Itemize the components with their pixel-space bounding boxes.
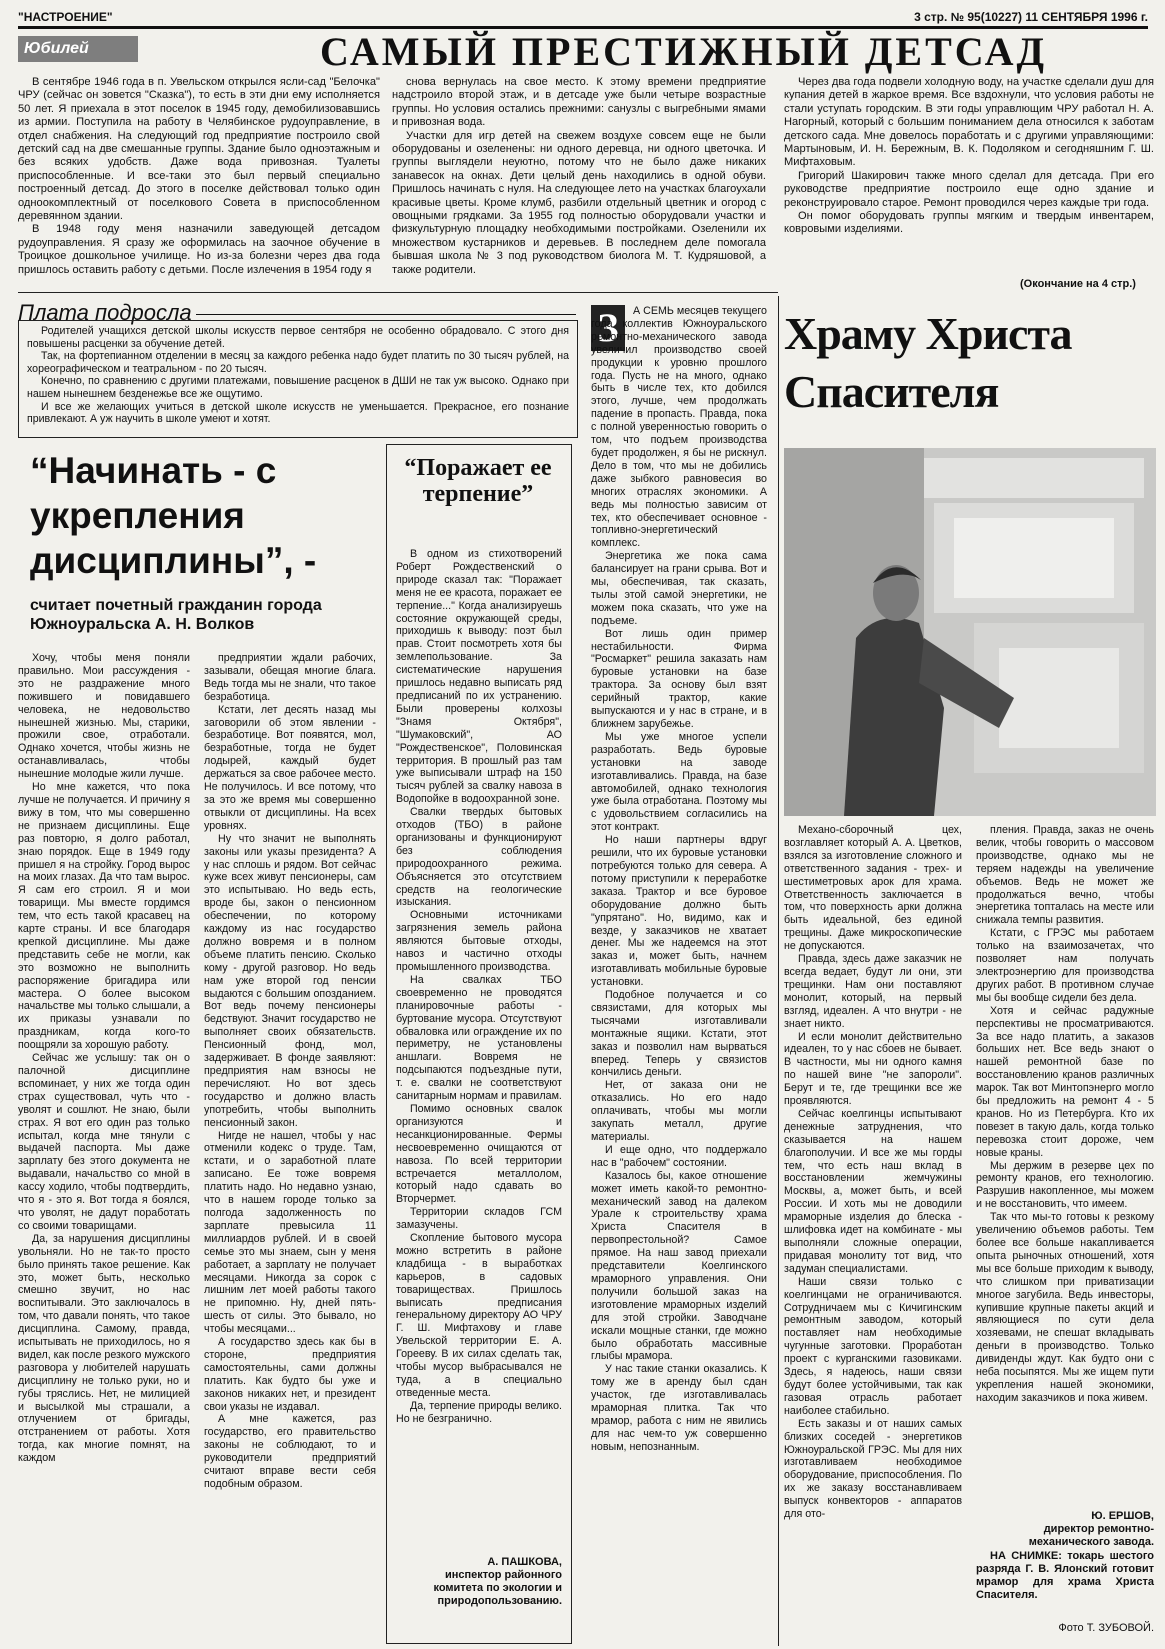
paragraph: Хотя и сейчас радужные перспективы не просматриваются. За все надо платить, а заказов больших нет. Все ведь знают о нашей ремонтной базе по восстановлению кранов различных марок. Так вот Минтопэнерго могло бы предложить на ремонт 4 - 5 кранов. Но из Петербурга. Кто их повезет в такую даль, когда только перевозка стоит дороже, чем новые краны. [976, 1004, 1154, 1159]
paragraph: А СЕМЬ месяцев текущего года коллектив Южноуральского ремонтно-механического завода увеличил производство своей продукции к уровню прошлого года. Пусть не на много, однако быть в числе тех, кто добился этого, лучше, чем продолжать падение в пропасть. Правда, пока с полной уверенностью говорить о том, что подъем производства будет продолжен, я бы не рискнул. Дело в том, что мы не добились даже зыбкого равновесия во многих отраслях экономики. А ведь мы полностью зависим от тех, кто обеспечивает основное - топливно-энергетический комплекс. [591, 305, 767, 550]
paragraph: Но мне кажется, что пока лучше не получается. И причину я вижу в том, что мы совершенно не признаем дисциплины. Еще раз повторю, я долго работал, знаю порядок. Еще в 1949 году пришел я на стройку. Город вырос на моих глазах. Да что там вырос. Я сам его строил. Я и мои товарищи. Мы вместе гордимся тем, что есть такой красавец на карте страны. И все благодаря крепкой дисциплине. Мы даже представить себе не могли, как это возможно не выполнить распоряжение бригадира или мастера. О более высоком начальстве мы только слышали, а их приказы узнавали по праздникам, когда кого-то поощряли за хорошую работу. [18, 781, 190, 1052]
paragraph: Механо-сборочный цех, возглавляет который А. А. Цветков, взялся за изготовление сложного и ответственного задания - трех- и шестиметровых арок для храма. Ответственность заключается в том, что поверхность арки должна быть идеальной, без единой трещины. Даже микроскопические не допускаются. [784, 824, 962, 953]
plata-box [18, 320, 578, 438]
continued-note: (Окончание на 4 стр.) [1020, 278, 1136, 290]
paragraph: Конечно, по сравнению с другими платежами, повышение расценок в ДШИ не так уж высоко. Однако при нашем нынешнем безденежье все же ощутимо. [27, 375, 569, 400]
paragraph: Участки для игр детей на свежем воздухе совсем еще не были оборудованы и озеленены: ни одного деревца, ни одного цветочка. И группы выглядели неуютно, потому что не было даже никаких занавесок на окнах. Дети целый день находились в одной обуви. Пришлось начинать с нуля. На следующее лето на участках благоухали красивые цветы. Кроме клумб, разбили отдельный цветник и огород с овощными грядками. За 1955 год полностью оборудовали участки и физкультурную площадку необходимыми постройками. Озеленили их множеством кустарников и деревьев. В последнем деле помогала бывшая школа № 3 под руководством биолога М. Т. Кудряшовой, а также родители. [392, 129, 766, 276]
paragraph: Сейчас же услышу: так он о палочной дисциплине вспоминает, у них же тогда один страх существовал, чуть что - уволят и сошлют. Не знаю, были страх. Я вот его один раз только испытал, когда мне тянули с выдачей паспорта. Мы даже зарплату без этого документа не выдавали, начальство со мной в кассу ходило, чтобы подтвердить, что я - это я. Вот тогда я боялся, что уволят, не дадут поработать со своими товарищами. [18, 1052, 190, 1232]
paragraph: Он помог оборудовать группы мягким и твердым инвентарем, ковровыми изделиями. [784, 210, 1154, 236]
khram-signature: Ю. ЕРШОВ, директор ремонтно-механического завода. [1028, 1510, 1154, 1548]
paragraph: предприятии ждали рабочих, зазывали, обещая многие блага. Ведь тогда мы не знали, что такое безработица. [204, 652, 376, 703]
paragraph: Кстати, с ГРЭС мы работаем только на взаимозачетах, что позволяет нам получать электроэнергию для производства других работ. В противном случае мы бы вообще сидели без дела. [976, 927, 1154, 1004]
paragraph: Да, терпение природы велико. Но не безгранично. [396, 1399, 562, 1425]
photo-caption: НА СНИМКЕ: токарь шестого разряда Г. В. Ялонский готовит мрамор для храма Христа Спасителя. [976, 1550, 1154, 1601]
rubric-label: Юбилей [18, 36, 138, 62]
porazhaet-column [396, 548, 562, 1548]
detsad-text-1 [18, 76, 380, 277]
detsad-text-2 [392, 76, 766, 277]
article-title-detsad: САМЫЙ ПРЕСТИЖНЫЙ ДЕТСАД [320, 29, 1048, 74]
paragraph: Основными источниками загрязнения земель района являются бытовые отходы, навоз и частично отходы промышленного производства. [396, 909, 562, 973]
khram-text-2 [976, 824, 1154, 1405]
paragraph: В сентябре 1946 года в п. Увельском открылся ясли-сад "Белочка" ЧРУ (сейчас он зовется "Сказка"), то есть в эти дни ему исполняется 50 лет. Я приехала в этот поселок в 1945 году, демобилизовавшись из армии. Поступила на работу в Челябинское рудоуправление, в отдел снабжения. На следующий год предприятие построило свой детский сад на две смешанные группы. Здание было одноэтажным и без всяких удобств. Даже вода привозная. Туалеты приспособленные. И все-таки это был первый специально построенный детсад. До этого в поселке действовал только один одноокомплектный от поселкового Совета в приспособленном деревянном здании. [18, 76, 380, 223]
zavod-text [591, 305, 767, 1454]
paragraph: Так, на фортепианном отделении в месяц за каждого ребенка надо будет платить по 30 тысяч рублей, на хореографическом и театральном - по 20 тысяч. [27, 350, 569, 375]
porazhaet-signature: А. ПАШКОВА, инспектор районного комитета по экологии и природопользованию. [433, 1556, 562, 1607]
paragraph: В одном из стихотворений Роберт Рождественский о природе сказал так: "Поражает меня не ее красота, поражает ее терпение..." Когда анализируешь состояние окружающей среды, приходишь к выводу: поэт был прав. Стоит посмотреть хотя бы землепользование. За систематические нарушения пришлось недавно выписать ряд предписаний по их устранению. Были проверены колхозы "Знамя Октября", "Шумаковский", АО "Рождественское", Половинская территория. В прошлый раз там уже выписывали штраф на 150 тысяч рублей за свалку навоза в Водопойке в водоохранной зоне. [396, 548, 562, 806]
volkov-column-1 [18, 652, 190, 1644]
paragraph: Хочу, чтобы меня поняли правильно. Мои рассуждения - это не раздражение много пожившего и повидавшего человека, не недовольство нынешней жизнью. Мы, старики, прожили свое, отработали. Однако хочется, чтобы жизнь не останавливалась, чтобы нынешние молодые жили лучше. [18, 652, 190, 781]
paragraph: Мы держим в резерве цех по ремонту кранов, его технологию. Разрушив накопленное, мы можем и не восстановить, что имеем. [976, 1159, 1154, 1211]
paragraph: Свалки твердых бытовых отходов (ТБО) в районе организованы и функционируют без соблюдения природоохранного режима. Объясняется это отсутствием средств на геологические изыскания. [396, 806, 562, 909]
paragraph: Территории складов ГСМ замазучены. [396, 1206, 562, 1232]
paragraph: Мы уже многое успели разработать. Ведь буровые установки на заводе изготавливались. Правда, на базе автомобилей, однако технология уже была отработана. Поэтому мы с удовольствием согласились на этот контракт. [591, 730, 767, 834]
paragraph: Помимо основных свалок организуются и несанкционированные. Фермы несвоевременно очищаются от навоза. По всей территории встречается металлолом, который надо сдавать во Вторчермет. [396, 1102, 562, 1206]
paragraph: Скопление бытового мусора можно встретить в районе кладбища - в выработках карьеров, в садовых товариществах. Пришлось выписать предписания генеральному директору АО ЧРУ Г. Ш. Мифтахову и главе Увельской территории Е. А. Горееву. В их силах сделать так, чтобы мусор выбрасывался не туда, а в специально отведенные места. [396, 1232, 562, 1399]
paragraph: Вот лишь один пример нестабильности. Фирма "Росмаркет" решила заказать нам буровые установки на базе трактора. За основу был взят серийный трактор, какие выпускаются и у нас в стране, и в ближнем зарубежье. [591, 627, 767, 730]
detsad-column-1 [18, 76, 380, 288]
worker-photo-image [784, 448, 1156, 816]
paragraph: Сейчас коелгинцы испытывают денежные затруднения, что сказывается на нашем благополучии. И все же мы горды тем, что есть наш вклад в восстановлении жемчужины Москвы, а, может быть, и всей России. И хоть мы не доводили мраморные изделия до блеска - шлифовка идет на комбинате - мы выполняли сложные операции, придавая монолиту тот вид, что задуман специалистами. [784, 1107, 962, 1275]
paragraph: Подобное получается и со связистами, для которых мы тысячами изготавливали монтажные ящики. Кстати, этот заказ и позволил нам вырваться вперед. Теперь у связистов кончились деньги. [591, 989, 767, 1079]
khram-text-1 [784, 824, 962, 1521]
divider-line [778, 296, 779, 1646]
volkov-text-2 [204, 652, 376, 1491]
paragraph: Казалось бы, какое отношение может иметь какой-то ремонтно-механический завод на далеком Урале к строительству храма Христа Спасителя в первопрестольной? Самое прямое. На наш завод приехали представители Коелгинского мраморного управления. Они получили большой заказ на изготовление мраморных изделий для этой стройки. Заводчане искали мощные станки, где можно было обработать массивные глыбы мрамора. [591, 1169, 767, 1363]
detsad-column-3 [784, 76, 1154, 262]
paragraph: А мне кажется, раз государство, его правительство законы не соблюдают, то и руководители предприятий считают вправе вести себя подобным образом. [204, 1413, 376, 1490]
paragraph: пления. Правда, заказ не очень велик, чтобы говорить о массовом производстве, однако мы не теряем надежды на увеличение объемов. Ведь не может же продолжаться вечно, чтобы энергетика топталась на месте или снижала темпы развития. [976, 824, 1154, 927]
paragraph: Есть заказы и от наших самых близких соседей - энергетиков Южноуральской ГРЭС. Мы для них изготавливаем необходимое оборудование, приспособления. По их же заказу восстанавливаем выпуск конвекторов - аппаратов для ото- [784, 1417, 962, 1521]
paragraph: снова вернулась на свое место. К этому времени предприятие надстроило второй этаж, и в детсаде уже были четыре возрастные группы. Но условия остались прежними: санузлы с выгребными ямами и привозная вода. [392, 76, 766, 129]
volkov-text-1 [18, 652, 190, 1465]
divider-line [18, 292, 778, 293]
paragraph: У нас такие станки оказались. К тому же в аренду был сдан участок, где изготавливалась мраморная плитка. Так что мрамор, работа с ним не явились для нас чем-то уж совершенно новым, непознанным. [591, 1363, 767, 1453]
plata-title: Плата подросла [18, 300, 578, 326]
khram-column-2 [976, 824, 1154, 1504]
paragraph: Энергетика же пока сама балансирует на грани срыва. Вот и мы, обеспечивая, так сказать, тылы этой самой энергетики, не можем пока сказать, что уже на подъеме. [591, 550, 767, 627]
newspaper-name: "НАСТРОЕНИЕ" [18, 10, 113, 24]
paragraph: В 1948 году меня назначили заведующей детсадом рудоуправления. Я сразу же оформилась на заочное обучение в Троицкое дошкольное училище. Но из-за болезни через два года пришлось оставить работу с детьми. После излечения в 1954 году я [18, 223, 380, 276]
page-header [18, 10, 1148, 29]
paragraph: И если монолит действительно идеален, то у нас сбоев не бывает. В частности, мы ни одного камня по нашей вине "не запороли". Берут и те, где трещинки все же проявляются. [784, 1030, 962, 1108]
paragraph: Так что мы-то готовы к резкому увеличению объемов работы. Тем более все больше накапливается опыта рыночных отношений, хотя мы все больше приходим к выводу, что слишком при приватизации многое загубила. Ведь инвесторы, купившие крупные пакеты акций и являющиеся по сути дела хозяевами, не спешат вкладывать деньги в производство. Только дивиденды ждут. Как будто они с неба посыпятся. Мы же ищем пути укрепления нашей экономики, находим заказчиков и пока живем. [976, 1211, 1154, 1404]
volkov-subtitle: считает почетный гражданин города Южноуральска А. Н. Волков [30, 597, 322, 633]
paragraph: Через два года подвели холодную воду, на участке сделали душ для купания детей в жаркое время. Все вздохнули, что условия работы не стали уступать городским. В эти годы управлющим ЧРУ работал Н. А. Нагорный, который с большим пониманием дела относился к заботам детского сада. Мне довелось поработать и с другими управляющими: Мартыновым, И. Н. Бережным, В. К. Подоляком и сегодняшним Г. Ш. Мифтаховым. [784, 76, 1154, 169]
paragraph: И еще одно, что поддержало нас в "рабочем" состоянии. [591, 1143, 767, 1169]
detsad-text-3 [784, 76, 1154, 237]
porazhaet-text [396, 548, 562, 1426]
paragraph: Кстати, лет десять назад мы заговорили об этом явлении - безработице. Вот появятся, мол, безработные, тогда не будет лодырей, каждый будет держаться за свое рабочее место. Не получилось. И все потому, что за это же время мы совершенно отвыкли от дисциплины. На всех уровнях. [204, 703, 376, 832]
dropcap-letter: З [591, 305, 625, 351]
plata-text [27, 325, 569, 426]
detsad-column-2 [392, 76, 766, 288]
volkov-title: “Начинать - с укрепления дисциплины”, - [30, 450, 317, 581]
worker-photo [784, 448, 1156, 816]
paragraph: Ну что значит не выполнять законы или указы президента? А у нас сплошь и рядом. Вот сейчас куже всех живут пенсионеры, сам это испытываю. Но ведь есть, вроде бы, закон о пенсионном обеспечении, по которому каждому из нас государство должно вовремя и в полном объеме платить пенсию. Сколько кому - другой разговор. Но ведь нам уже второй год пенсии выдаются с большим опозданием. Вот ведь почему пенсионеры бедствуют. Значит государство не выполняет своих обязательств. Пенсионный фонд, мол, задерживает. В фонде заявляют: предприятия нам взносы не перечисляют. Но вот здесь государство и должно власть употребить, чтобы выполнить пенсионный закон. [204, 832, 376, 1129]
zavod-column [591, 305, 767, 1644]
paragraph: Да, за нарушения дисциплины увольняли. Но не так-то просто было принять такое решение. Как это, может быть, несколько смешно звучит, но нас воспитывали. Это заключалось в том, что давали понять, что такое дисциплина. Самому, правда, испытывать не приходилось, но я видел, как после резкого мужского разговора у любителей нарушать дисциплину не только руки, но и губы тряслись. Нет, не милицией и высылкой мы страшали, а отлучением от бригады, отстранением от работы. Хотя тогда, как многие помнят, на каждом [18, 1232, 190, 1465]
paragraph: И все же желающих учиться в детской школе искусств не уменьшается. Прекрасное, его познание привлекают. А уж научить в школе умеют и хотят. [27, 400, 569, 426]
volkov-column-2 [204, 652, 376, 1644]
paragraph: А государство здесь как бы в стороне, предприятия самостоятельны, сами должны платить. Как будто бы уже и законов никаких нет, и президент свои указы не издавал. [204, 1336, 376, 1413]
khram-column-1 [784, 824, 962, 1644]
paragraph: На свалках ТБО своевременно не проводятся планировочные работы - буртование мусора. Отсутствуют обваловка или ограждение их по периметру, не установлены аншлаги. Вовремя не подсыпаются подъездные пути, т. е. свалки не соответствуют санитарным нормам и правилам. [396, 973, 562, 1103]
paragraph: Но наши партнеры вдруг решили, что их буровые установки потребуются только для севера. А потому приступили к переработке заказа. Трактор и все буровое оборудование должно быть "упрятано". Но, видимо, как и везде, у заказчиков не хватает денег. Мы же надеемся на этот заказ и, может быть, начнем изготавливать мобильные буровые установки. [591, 834, 767, 989]
paragraph: Наши связи только с коелгинцами не ограничиваются. Сотрудничаем мы с Кичигинским ремонтным заводом, который поставляет нам необходимые чугунные заготовки. Проработан проект с курганскими газовиками. Здесь, я надеюсь, наши связи будут более устойчивыми, так как газовая отрасль работает наиболее стабильно. [784, 1275, 962, 1417]
paragraph: Родителей учащихся детской школы искусств первое сентября не особенно обрадовало. С этого дня повышены расценки за обучение детей. [27, 325, 569, 350]
paragraph: Григорий Шакирович также много сделал для детсада. При его руководстве предприятие построило еще одно здание и реконструировало старое. Ремонт проводился через каждые три года. [784, 169, 1154, 209]
paragraph: Нет, от заказа они не отказались. Но его надо оплачивать, чтобы мы могли закупать металл, другие материалы. [591, 1079, 767, 1143]
issue-info: 3 стр. № 95(10227) 11 СЕНТЯБРЯ 1996 г. [914, 10, 1148, 24]
paragraph: Нигде не нашел, чтобы у нас отменили кодекс о труде. Там, кстати, и о заработной плате записано. Ее тоже вовремя платить надо. Но недавно узнаю, что в нашем городе только за полгода задолженность по зарплате превысила 11 миллиардов рублей. И в своей семье это мы знаем, сын у меня работает, а зарплату не получает месяцами. Никогда за сорок с лишним лет моей работы такого не припомню. Ну, дней пять-шесть от силы. Это бывало, но чтобы месяцами... [204, 1129, 376, 1336]
paragraph: Правда, здесь даже заказчик не всегда ведает, будут ли они, эти трещинки. Нам они поставляют монолит, который, на первый взгляд, идеален. А что внутри - не знает никто. [784, 953, 962, 1030]
porazhaet-title: “Поражает ее терпение” [404, 455, 552, 507]
photo-credit: Фото Т. ЗУБОВОЙ. [1058, 1622, 1154, 1634]
khram-title: Храму Христа Спасителя [784, 308, 1072, 417]
